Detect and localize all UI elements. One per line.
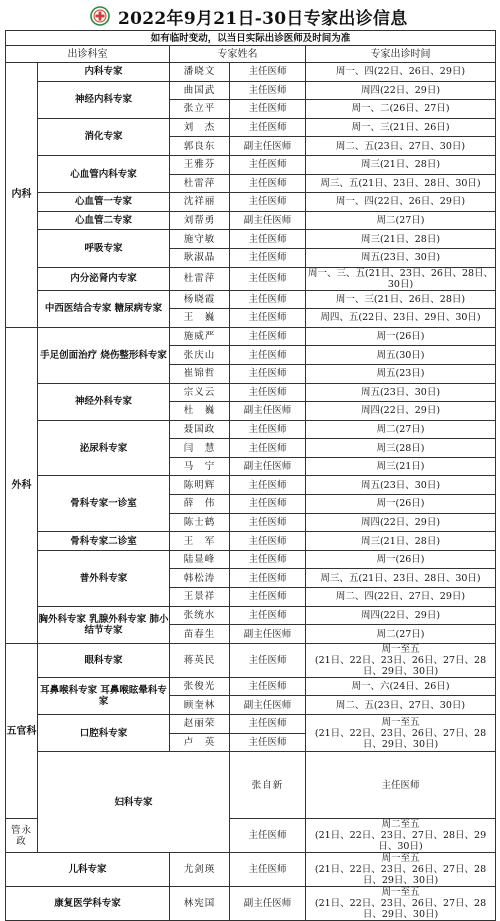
specialty-cell: 心血管二专家 bbox=[38, 211, 170, 230]
specialty-cell: 内科专家 bbox=[38, 63, 170, 82]
clinic-time-days: 周一至五 bbox=[381, 887, 420, 899]
clinic-time: 周五(30日) bbox=[306, 346, 496, 365]
doctor-name: 陈士鹤 bbox=[170, 513, 230, 532]
doctor-name: 杜雷萍 bbox=[170, 267, 230, 290]
clinic-time: 周二、五(23日、27日、30日) bbox=[306, 696, 496, 715]
clinic-time: 周五(23日、30日) bbox=[306, 383, 496, 402]
clinic-time bbox=[306, 853, 496, 887]
clinic-time: 周二(27日) bbox=[306, 420, 496, 439]
table-row bbox=[6, 81, 496, 100]
table-row bbox=[6, 193, 496, 212]
page-title: 2022年9月21日-30日专家出诊信息 bbox=[118, 9, 408, 29]
doctor-title: 主任医师 bbox=[230, 476, 306, 495]
doctor-name: 陈明辉 bbox=[170, 476, 230, 495]
doctor-title: 主任医师 bbox=[230, 81, 306, 100]
table-row bbox=[6, 327, 496, 346]
clinic-time: 周二、四(22日、27日、29日) bbox=[306, 588, 496, 607]
doctor-title: 主任医师 bbox=[230, 588, 306, 607]
doctor-name: 施守敏 bbox=[170, 230, 230, 249]
doctor-title: 副主任医师 bbox=[230, 137, 306, 156]
page-header bbox=[0, 0, 500, 30]
specialty-cell: 心血管内科专家 bbox=[38, 155, 170, 192]
doctor-title: 主任医师 bbox=[230, 193, 306, 212]
doctor-name: 刘 杰 bbox=[170, 118, 230, 137]
clinic-time: 周三(21日、28日) bbox=[306, 155, 496, 174]
specialty-cell: 口腔科专家 bbox=[38, 715, 170, 752]
doctor-name: 杨晓霞 bbox=[170, 290, 230, 309]
clinic-time: 周三(28日) bbox=[306, 439, 496, 458]
table-row bbox=[6, 383, 496, 402]
doctor-title: 主任医师 bbox=[230, 439, 306, 458]
doctor-title: 主任医师 bbox=[230, 569, 306, 588]
doctor-name: 顾奎林 bbox=[170, 696, 230, 715]
doctor-name: 沈祥丽 bbox=[170, 193, 230, 212]
doctor-name: 聂国政 bbox=[170, 420, 230, 439]
clinic-time-days: 周一至五 bbox=[381, 716, 420, 728]
clinic-time-days: 周二至五 bbox=[381, 819, 420, 831]
table-row bbox=[6, 853, 496, 887]
clinic-time: 周二(27日) bbox=[306, 211, 496, 230]
clinic-time: 周四(22日、29日) bbox=[306, 513, 496, 532]
doctor-name: 尤剑瑛 bbox=[170, 853, 230, 887]
doctor-name: 王 巍 bbox=[170, 309, 230, 328]
doctor-title: 副主任医师 bbox=[230, 211, 306, 230]
clinic-time: 周三、五(21日、23日、28日、30日) bbox=[306, 569, 496, 588]
clinic-time: 周四(22日、29日) bbox=[306, 81, 496, 100]
doctor-title: 副主任医师 bbox=[230, 696, 306, 715]
doctor-name: 闫 慧 bbox=[170, 439, 230, 458]
doctor-name: 施威严 bbox=[170, 327, 230, 346]
doctor-title: 主任医师 bbox=[230, 853, 306, 887]
doctor-title: 副主任医师 bbox=[230, 457, 306, 476]
doctor-name: 郭良东 bbox=[170, 137, 230, 156]
header-name: 专家姓名 bbox=[170, 46, 306, 63]
doctor-title: 主任医师 bbox=[230, 420, 306, 439]
specialty-cell: 耳鼻喉科专家 耳鼻喉眩晕科专家 bbox=[38, 677, 170, 714]
clinic-time: 周一、三(21日、26日、28日) bbox=[306, 290, 496, 309]
doctor-name: 杜 巍 bbox=[170, 402, 230, 421]
table-row bbox=[6, 420, 496, 439]
clinic-time: 周一(26日) bbox=[306, 495, 496, 514]
doctor-name: 卢 英 bbox=[170, 733, 230, 752]
clinic-time: 周五(23日、30日) bbox=[306, 248, 496, 267]
specialty-cell: 康复医学科专家 bbox=[6, 887, 170, 921]
doctor-title: 主任医师 bbox=[230, 643, 306, 677]
specialty-cell: 胸外科专家 乳腺外科专家 肺小结节专家 bbox=[38, 606, 170, 643]
clinic-time: 周四、五(22日、23日、29日、30日) bbox=[306, 309, 496, 328]
clinic-time: 周五(23日、30日) bbox=[306, 476, 496, 495]
doctor-name: 薛 伟 bbox=[170, 495, 230, 514]
table-row bbox=[6, 63, 496, 82]
doctor-title: 主任医师 bbox=[230, 819, 306, 853]
clinic-time-dates: (21日、22日、23日、26日、27日、28日、29日、30日) bbox=[314, 727, 487, 750]
doctor-name: 耿淑晶 bbox=[170, 248, 230, 267]
doctor-title: 主任医师 bbox=[230, 309, 306, 328]
specialty-cell: 手足创面治疗 烧伤整形科专家 bbox=[38, 327, 170, 383]
table-row bbox=[6, 606, 496, 625]
clinic-time: 周一(26日) bbox=[306, 327, 496, 346]
clinic-time-dates: (21日、22日、23日、26日、27日、28日、29日、30日) bbox=[314, 654, 487, 677]
doctor-title: 主任医师 bbox=[230, 513, 306, 532]
clinic-time: 周一、四(22日、26日、29日) bbox=[306, 193, 496, 212]
doctor-title: 主任医师 bbox=[230, 532, 306, 551]
doctor-name: 王雅芬 bbox=[170, 155, 230, 174]
hospital-logo-icon bbox=[90, 6, 110, 26]
doctor-title: 主任医师 bbox=[230, 290, 306, 309]
doctor-name: 管永政 bbox=[6, 819, 38, 853]
clinic-time: 周三(21日、28日) bbox=[306, 532, 496, 551]
table-row bbox=[6, 290, 496, 309]
clinic-time-days: 周一至五 bbox=[381, 853, 420, 865]
specialty-cell: 骨科专家一诊室 bbox=[38, 476, 170, 532]
doctor-title: 主任医师 bbox=[230, 733, 306, 752]
clinic-time: 周一、六(24日、26日) bbox=[306, 677, 496, 696]
specialty-cell: 内分泌肾内专家 bbox=[38, 267, 170, 290]
doctor-title: 副主任医师 bbox=[230, 887, 306, 921]
dept-neike: 内科 bbox=[6, 63, 38, 328]
specialty-cell: 消化专家 bbox=[38, 118, 170, 155]
clinic-time-days: 周一至五 bbox=[381, 643, 420, 655]
doctor-name: 蒋英民 bbox=[170, 643, 230, 677]
doctor-title: 主任医师 bbox=[230, 495, 306, 514]
doctor-title: 主任医师 bbox=[230, 715, 306, 734]
clinic-time: 周二、五(23日、27日、30日) bbox=[306, 137, 496, 156]
doctor-name: 宗义云 bbox=[170, 383, 230, 402]
clinic-time-dates: (21日、22日、23日、26日、27日、28日、29日、30日) bbox=[314, 864, 487, 887]
specialty-cell: 骨科专家二诊室 bbox=[38, 532, 170, 551]
specialty-cell: 神经内科专家 bbox=[38, 81, 170, 118]
doctor-title: 主任医师 bbox=[230, 364, 306, 383]
doctor-name: 王 军 bbox=[170, 532, 230, 551]
doctor-name: 张俊光 bbox=[170, 677, 230, 696]
notice-row bbox=[6, 31, 496, 46]
doctor-name: 王景祥 bbox=[170, 588, 230, 607]
clinic-time: 周五(23日) bbox=[306, 364, 496, 383]
clinic-time: 周一(26日) bbox=[306, 550, 496, 569]
doctor-name: 张统水 bbox=[170, 606, 230, 625]
doctor-title: 主任医师 bbox=[230, 174, 306, 193]
clinic-time: 周三(21日) bbox=[306, 457, 496, 476]
clinic-time: 周四(22日、29日) bbox=[306, 402, 496, 421]
dept-waike: 外科 bbox=[6, 327, 38, 643]
schedule-table bbox=[5, 30, 496, 921]
specialty-cell: 普外科专家 bbox=[38, 550, 170, 606]
header-time: 专家出诊时间 bbox=[306, 46, 496, 63]
clinic-time-dates: (21日、22日、23日、27日、28日、29日、30日) bbox=[314, 830, 487, 853]
doctor-name: 林宪国 bbox=[170, 887, 230, 921]
doctor-title: 主任医师 bbox=[230, 100, 306, 119]
doctor-title: 主任医师 bbox=[230, 155, 306, 174]
specialty-cell: 泌尿科专家 bbox=[38, 420, 170, 476]
doctor-name: 张庆山 bbox=[170, 346, 230, 365]
doctor-title: 主任医师 bbox=[230, 346, 306, 365]
doctor-name: 马 宁 bbox=[170, 457, 230, 476]
doctor-title: 主任医师 bbox=[230, 677, 306, 696]
doctor-name: 韩松涛 bbox=[170, 569, 230, 588]
clinic-time: 周三、五(21日、23日、28日、30日) bbox=[306, 174, 496, 193]
specialty-cell: 神经外科专家 bbox=[38, 383, 170, 420]
clinic-time bbox=[306, 887, 496, 921]
clinic-time bbox=[306, 643, 496, 677]
doctor-title: 主任医师 bbox=[230, 230, 306, 249]
specialty-cell: 中西医结合专家 糖尿病专家 bbox=[38, 290, 170, 327]
table-row bbox=[6, 643, 496, 677]
table-row bbox=[6, 715, 496, 734]
specialty-cell: 呼吸专家 bbox=[38, 230, 170, 267]
doctor-name: 潘晓文 bbox=[170, 63, 230, 82]
table-row bbox=[6, 677, 496, 696]
doctor-title: 主任医师 bbox=[306, 752, 496, 819]
table-row bbox=[6, 887, 496, 921]
doctor-name: 苗春生 bbox=[170, 625, 230, 644]
table-row bbox=[6, 532, 496, 551]
clinic-time: 周二(27日) bbox=[306, 625, 496, 644]
doctor-name: 赵丽荣 bbox=[170, 715, 230, 734]
doctor-title: 主任医师 bbox=[230, 248, 306, 267]
doctor-name: 张立平 bbox=[170, 100, 230, 119]
doctor-title: 主任医师 bbox=[230, 118, 306, 137]
doctor-title: 主任医师 bbox=[230, 63, 306, 82]
table-row bbox=[6, 476, 496, 495]
clinic-time: 周一、四(22日、26日、29日) bbox=[306, 63, 496, 82]
table-row bbox=[6, 211, 496, 230]
clinic-time-dates: (21日、22日、23日、26日、27日、28日、29日、30日) bbox=[314, 898, 487, 921]
specialty-cell: 儿科专家 bbox=[6, 853, 170, 887]
table-row bbox=[6, 155, 496, 174]
table-row bbox=[6, 230, 496, 249]
doctor-name: 曲国武 bbox=[170, 81, 230, 100]
specialty-cell: 眼科专家 bbox=[38, 643, 170, 677]
clinic-time: 周三(21日、28日) bbox=[306, 230, 496, 249]
doctor-name: 刘帮勇 bbox=[170, 211, 230, 230]
clinic-time: 周一、二(26日、27日) bbox=[306, 100, 496, 119]
clinic-time bbox=[306, 819, 496, 853]
specialty-cell: 妇科专家 bbox=[38, 752, 230, 853]
doctor-title: 主任医师 bbox=[230, 383, 306, 402]
doctor-title: 主任医师 bbox=[230, 327, 306, 346]
doctor-title: 副主任医师 bbox=[230, 402, 306, 421]
doctor-name: 陆显峰 bbox=[170, 550, 230, 569]
doctor-name: 杜雷萍 bbox=[170, 174, 230, 193]
table-row bbox=[6, 118, 496, 137]
doctor-name: 张自新 bbox=[230, 752, 306, 819]
doctor-title: 主任医师 bbox=[230, 550, 306, 569]
doctor-title: 主任医师 bbox=[230, 267, 306, 290]
doctor-title: 副主任医师 bbox=[230, 625, 306, 644]
dept-wuguanke: 五官科 bbox=[6, 643, 38, 818]
notice-text: 如有临时变动，以当日实际出诊医师及时间为准 bbox=[6, 31, 496, 46]
clinic-time bbox=[306, 715, 496, 752]
doctor-title: 主任医师 bbox=[230, 606, 306, 625]
clinic-time: 周一、三(21日、26日) bbox=[306, 118, 496, 137]
table-row bbox=[6, 267, 496, 290]
table-row bbox=[6, 752, 496, 819]
header-dept: 出诊科室 bbox=[6, 46, 170, 63]
clinic-time: 周四(22日、29日) bbox=[306, 606, 496, 625]
table-row bbox=[6, 550, 496, 569]
specialty-cell: 心血管一专家 bbox=[38, 193, 170, 212]
clinic-time: 周一、三、五(21日、23日、26日、28日、30日) bbox=[306, 267, 496, 290]
header-row bbox=[6, 46, 496, 63]
doctor-name: 崔锦哲 bbox=[170, 364, 230, 383]
